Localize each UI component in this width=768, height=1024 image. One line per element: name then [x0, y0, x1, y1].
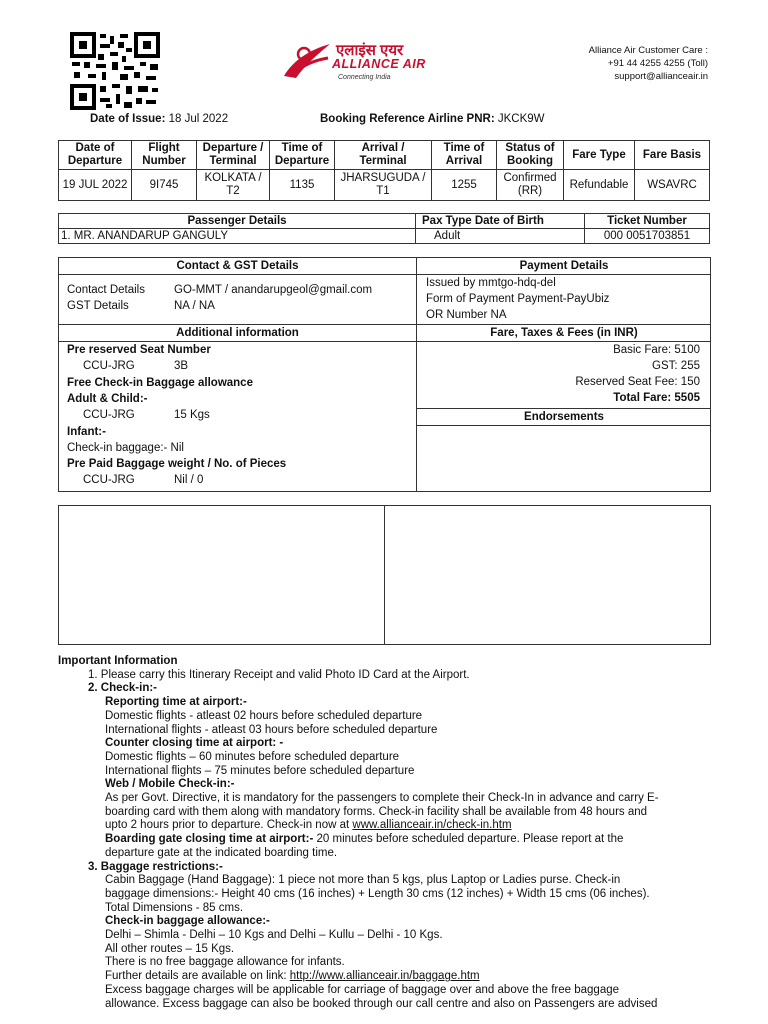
important-information	[58, 655, 718, 1011]
checkin-allowance-heading: Check-in baggage allowance:-	[105, 915, 270, 928]
logo-hindi-text: एलाइंस एयर	[336, 42, 404, 59]
boarding-gate-heading: Boarding gate closing time at airport:-	[105, 833, 314, 846]
panel-divider	[416, 258, 417, 491]
col-passenger-details: Passenger Details	[59, 214, 416, 229]
international-counter: International flights – 75 minutes before scheduled departure	[105, 764, 415, 777]
cell-time-of-arrival: 1255	[432, 170, 497, 201]
adult-baggage-value: 15 Kgs	[174, 409, 210, 421]
customer-care-email: support@allianceair.in	[614, 71, 708, 82]
cell-departure-terminal: KOLKATA / T2	[197, 170, 270, 201]
gst-fare: GST: 255	[652, 360, 700, 372]
counter-closing-heading: Counter closing time at airport: -	[105, 737, 284, 750]
table-row	[59, 229, 710, 244]
further-details-text: Further details are available on link:	[105, 970, 290, 983]
checkin-link[interactable]: www.allianceair.in/check-in.htm	[352, 819, 512, 832]
col-fare-basis: Fare Basis	[635, 141, 710, 170]
seat-fee: Reserved Seat Fee: 150	[575, 376, 700, 388]
web-checkin-text-2: boarding card with them along with mandatory forms. Check-in facility shall be available from 48 hours and	[105, 805, 648, 818]
adult-route: CCU-JRG	[83, 409, 135, 421]
info-line-1: 1. Please carry this Itinerary Receipt and valid Photo ID Card at the Airport.	[88, 668, 470, 681]
qr-code	[70, 32, 160, 110]
col-arrival-terminal: Arrival / Terminal	[335, 141, 432, 170]
date-of-issue-label: Date of Issue:	[90, 113, 166, 125]
col-status-of-booking: Status of Booking	[497, 141, 564, 170]
baggage-allowance-title: Free Check-in Baggage allowance	[67, 377, 253, 389]
infant-baggage-value: Check-in baggage:- Nil	[67, 442, 184, 454]
date-of-issue-value: 18 Jul 2022	[168, 113, 229, 125]
col-time-of-arrival: Time of Arrival	[432, 141, 497, 170]
infant-title: Infant:-	[67, 426, 106, 438]
cell-date-of-departure: 19 JUL 2022	[59, 170, 132, 201]
cell-passenger-name: 1. MR. ANANDARUP GANGULY	[59, 229, 416, 244]
endorsements-title: Endorsements	[417, 409, 711, 426]
seat-value: 3B	[174, 360, 189, 372]
cabin-baggage-3: Total Dimensions - 85 cms.	[105, 901, 244, 914]
excess-baggage-1: Excess baggage charges will be applicable for carriage of baggage over and above the free baggage	[105, 983, 620, 996]
cell-arrival-terminal: JHARSUGUDA / T1	[335, 170, 432, 201]
contact-details-label: Contact Details	[67, 284, 145, 296]
cell-status-of-booking: Confirmed (RR)	[497, 170, 564, 201]
domestic-reporting: Domestic flights - atleast 02 hours before scheduled departure	[105, 709, 423, 722]
reporting-time-heading: Reporting time at airport:-	[105, 696, 247, 709]
logo-tagline: Connecting India	[338, 74, 391, 81]
passenger-table	[58, 213, 710, 244]
col-ticket-number: Ticket Number	[585, 214, 710, 229]
col-fare-type: Fare Type	[564, 141, 635, 170]
baggage-restrictions-heading: 3. Baggage restrictions:-	[88, 860, 223, 873]
boarding-gate-text: 20 minutes before scheduled departure. Please report at the	[313, 833, 624, 846]
prepaid-baggage-title: Pre Paid Baggage weight / No. of Pieces	[67, 458, 287, 470]
excess-baggage-2: allowance. Excess baggage can also be booked through our call centre and also on Passengers are advised	[105, 997, 658, 1010]
cabin-baggage-2: baggage dimensions:- Height 40 cms (16 inches) + Length 30 cms (12 inches) + Width 15 cms (06 inches).	[105, 887, 650, 900]
infant-allowance: There is no free baggage allowance for infants.	[105, 956, 345, 969]
pnr-value: JKCK9W	[497, 113, 545, 125]
cabin-baggage-1: Cabin Baggage (Hand Baggage): 1 piece not more than 5 kgs, plus Laptop or Ladies purse. Check-in	[105, 874, 621, 887]
cell-fare-type: Refundable	[564, 170, 635, 201]
cell-ticket-number: 000 0051703851	[585, 229, 710, 244]
boarding-gate-text-2: departure gate at the indicated boarding time.	[105, 846, 338, 859]
route-allowance-2: All other routes – 15 Kgs.	[105, 942, 235, 955]
route-allowance-1: Delhi – Shimla - Delhi – 10 Kgs and Delhi – Kullu – Delhi - 10 Kgs.	[105, 929, 443, 942]
important-title: Important Information	[58, 655, 178, 667]
passenger-table-header	[59, 214, 710, 229]
col-date-of-departure: Date of Departure	[59, 141, 132, 170]
col-time-of-departure: Time of Departure	[270, 141, 335, 170]
seat-title: Pre reserved Seat Number	[67, 344, 211, 356]
customer-care-block	[589, 44, 708, 83]
col-departure-terminal: Departure / Terminal	[197, 141, 270, 170]
payment-or-number: OR Number NA	[426, 309, 507, 321]
domestic-counter: Domestic flights – 60 minutes before scheduled departure	[105, 750, 400, 763]
basic-fare: Basic Fare: 5100	[613, 344, 700, 356]
web-checkin-text-3: upto 2 hours prior to departure. Check-in now at	[105, 819, 353, 832]
baggage-link[interactable]: http://www.allianceair.in/baggage.htm	[289, 970, 480, 983]
cell-flight-number: 9I745	[132, 170, 197, 201]
prepaid-value: Nil / 0	[174, 474, 204, 486]
table-row	[59, 170, 710, 201]
customer-care-title: Alliance Air Customer Care :	[588, 45, 708, 56]
customer-care-phone: +91 44 4255 4255 (Toll)	[607, 58, 708, 69]
payment-issued-by: Issued by mmtgo-hdq-del	[426, 277, 556, 289]
alliance-air-logo	[278, 38, 463, 90]
contact-gst-title: Contact & GST Details	[59, 258, 416, 275]
logo-name: ALLIANCE AIR	[332, 57, 426, 71]
cell-time-of-departure: 1135	[270, 170, 335, 201]
web-checkin-text-1: As per Govt. Directive, it is mandatory for the passengers to complete their Check-In in advance and carry E-	[105, 792, 659, 805]
cell-pax-type: Adult	[416, 229, 585, 244]
date-of-issue	[90, 113, 228, 125]
payment-form: Form of Payment Payment-PayUbiz	[426, 293, 610, 305]
col-pax-type-dob: Pax Type Date of Birth	[416, 214, 585, 229]
payment-details-title: Payment Details	[417, 258, 711, 275]
checkin-heading: 2. Check-in:-	[88, 682, 158, 695]
fare-title: Fare, Taxes & Fees (in INR)	[417, 325, 711, 342]
logo-emblem-icon	[278, 40, 338, 84]
col-flight-number: Flight Number	[132, 141, 197, 170]
adult-child-title: Adult & Child:-	[67, 393, 148, 405]
seat-route: CCU-JRG	[83, 360, 135, 372]
contact-details-value: GO-MMT / anandarupgeol@gmail.com	[174, 284, 373, 296]
total-fare: Total Fare: 5505	[613, 392, 700, 404]
cell-fare-basis: WSAVRC	[635, 170, 710, 201]
blank-box-right	[384, 505, 711, 645]
pnr-label: Booking Reference Airline PNR:	[320, 113, 495, 125]
flight-table-header	[59, 141, 710, 170]
prepaid-route: CCU-JRG	[83, 474, 135, 486]
web-checkin-heading: Web / Mobile Check-in:-	[105, 778, 235, 791]
gst-details-label: GST Details	[67, 300, 129, 312]
booking-pnr	[320, 113, 545, 125]
international-reporting: International flights - atleast 03 hours before scheduled departure	[105, 723, 438, 736]
gst-details-value: NA / NA	[174, 300, 215, 312]
additional-info-title: Additional information	[59, 325, 416, 342]
details-panel	[58, 257, 711, 492]
flight-table	[58, 140, 710, 201]
blank-box-left	[58, 505, 385, 645]
